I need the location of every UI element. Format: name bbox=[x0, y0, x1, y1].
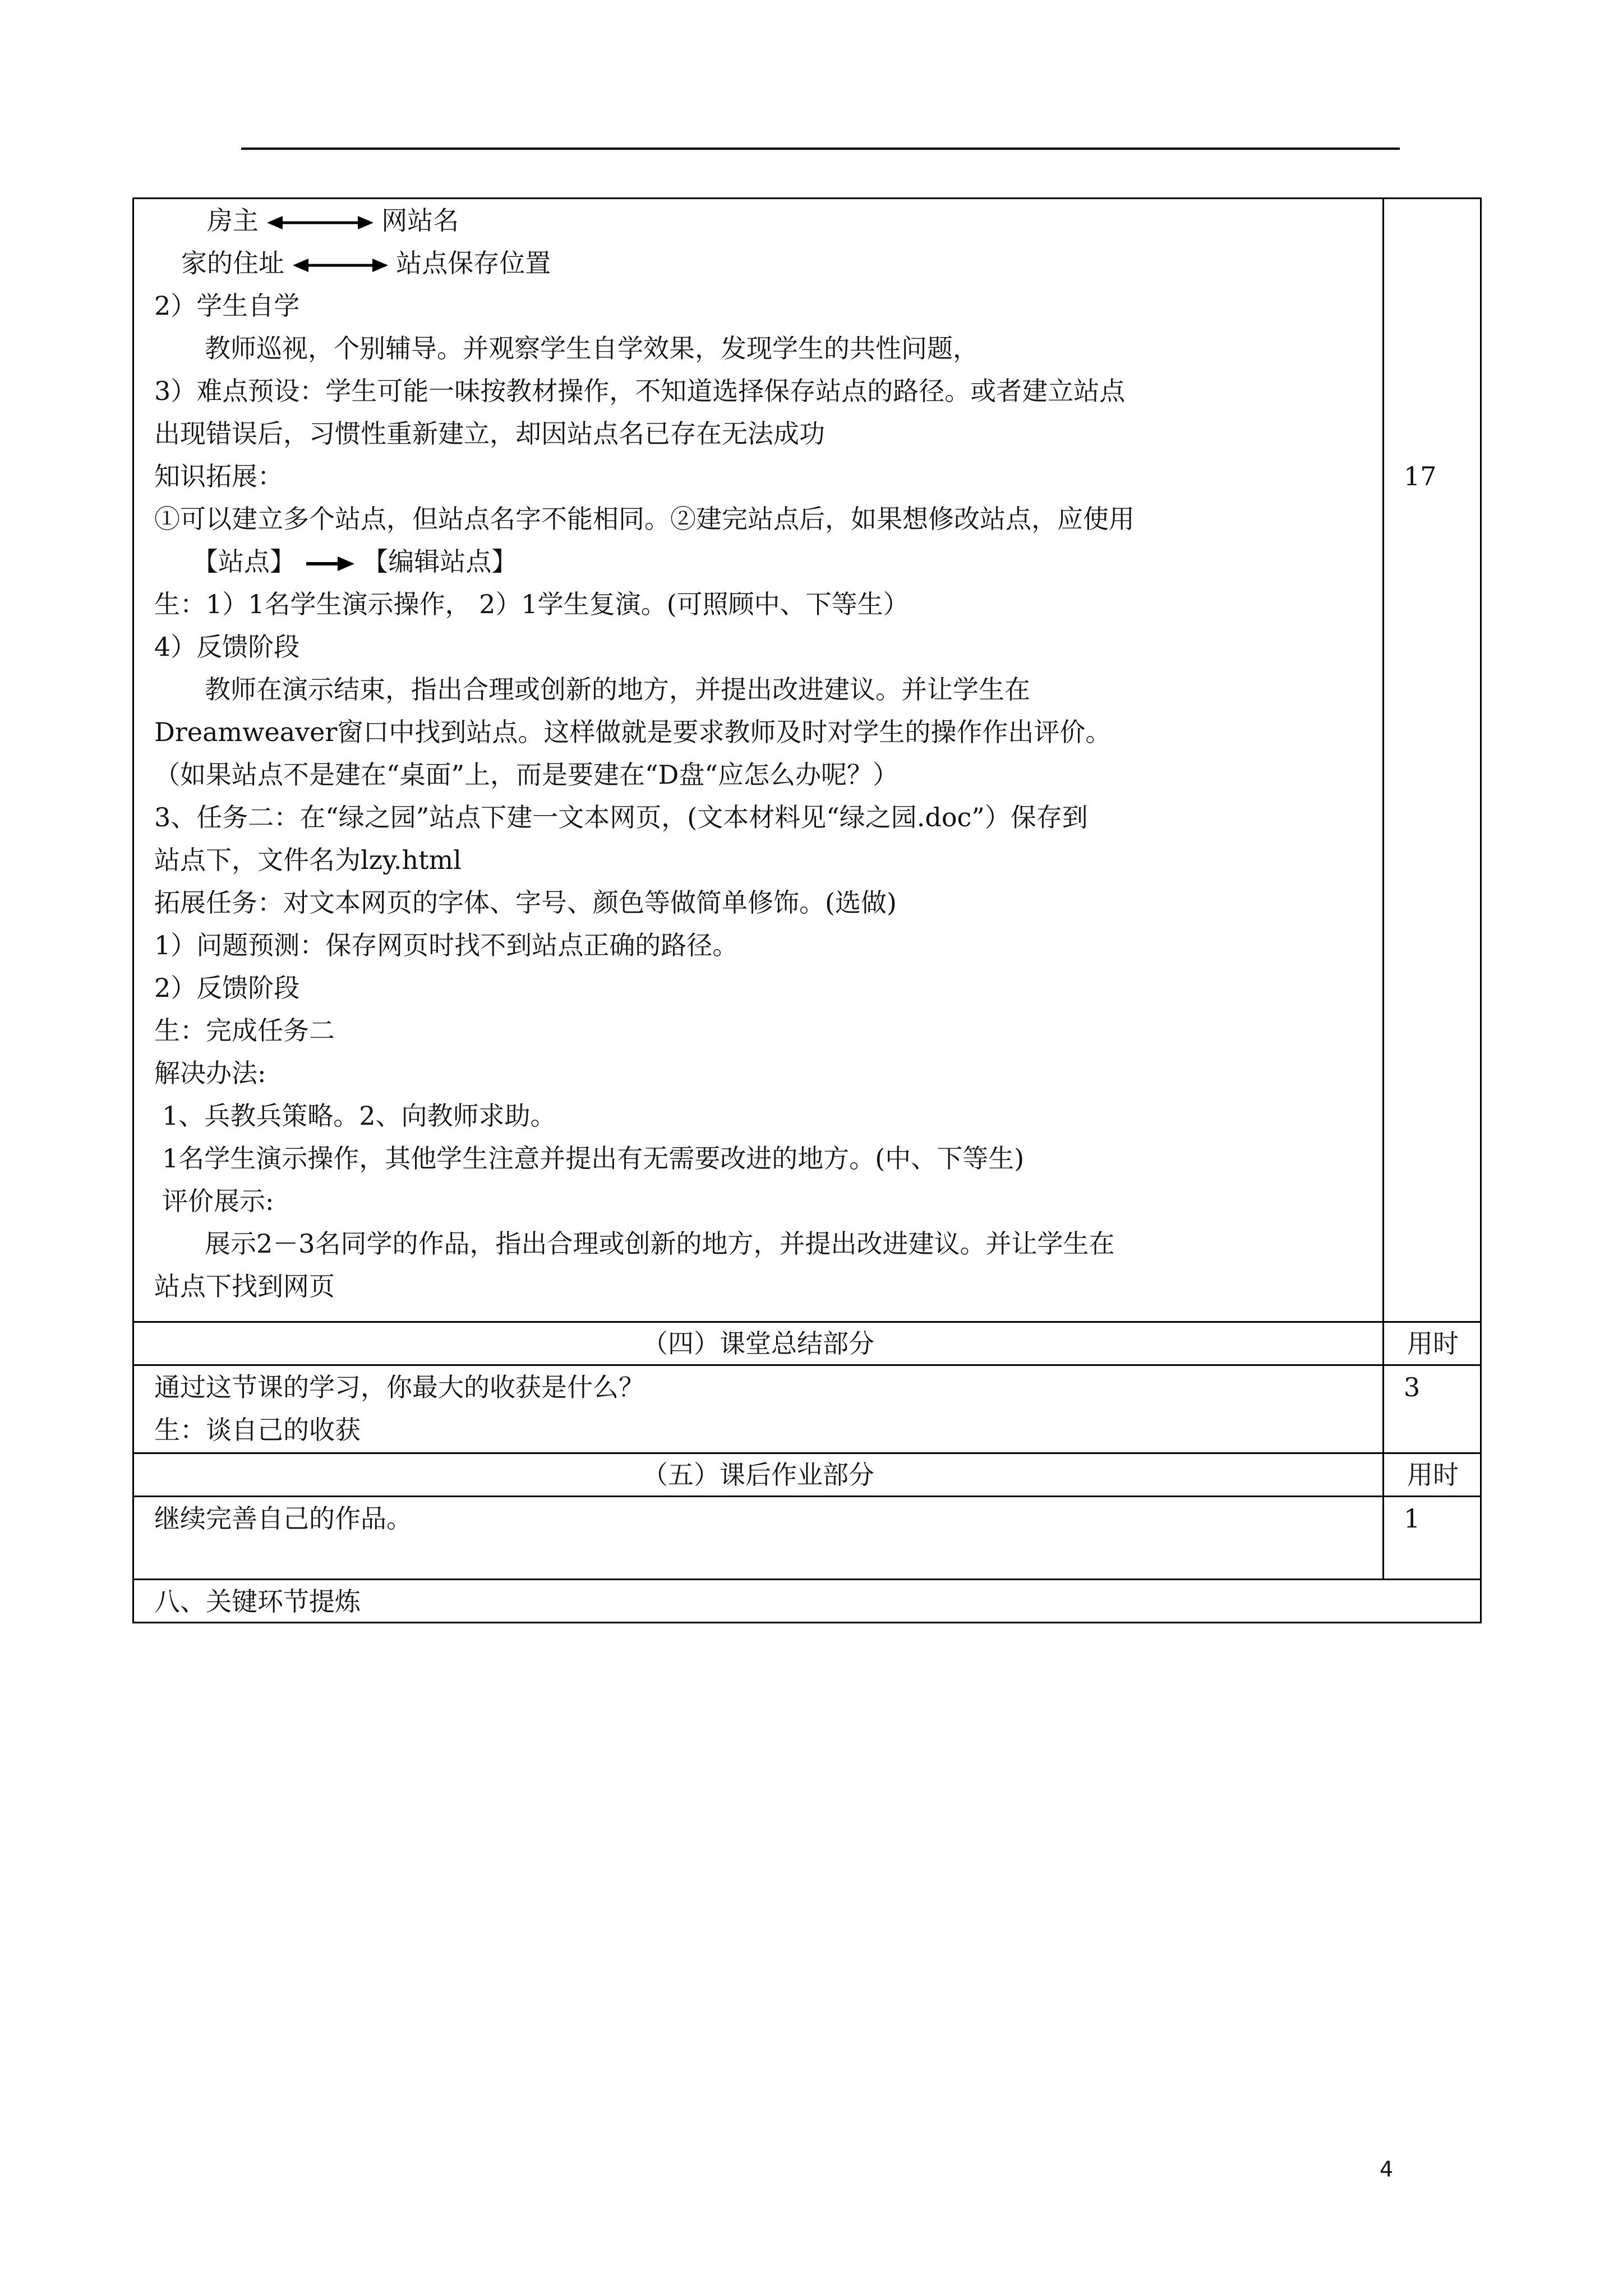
analogy-left: 家的住址 bbox=[181, 248, 284, 278]
section5-header: （五）课后作业部分 bbox=[642, 1460, 874, 1490]
menu-edit-site: 【编辑站点】 bbox=[362, 546, 518, 577]
double-arrow-icon bbox=[267, 214, 374, 231]
analogy-right: 网站名 bbox=[381, 205, 459, 236]
text-line: 生：完成任务二 bbox=[154, 1015, 335, 1046]
text-line: 站点下，文件名为lzy.html bbox=[154, 845, 462, 875]
time-column-divider bbox=[1382, 199, 1384, 1580]
analogy-right: 站点保存位置 bbox=[396, 248, 551, 278]
section8-header: 八、关键环节提炼 bbox=[154, 1586, 361, 1617]
menu-site: 【站点】 bbox=[192, 546, 296, 577]
section3-time: 17 bbox=[1404, 461, 1437, 491]
text-line: 站点下找到网页 bbox=[154, 1271, 335, 1301]
text-line: 通过这节课的学习，你最大的收获是什么？ bbox=[154, 1372, 644, 1402]
menu-path-line bbox=[192, 540, 517, 583]
section4-header: （四）课堂总结部分 bbox=[642, 1328, 874, 1359]
text-line: 出现错误后，习惯性重新建立，却因站点名已存在无法成功 bbox=[154, 418, 825, 449]
text-line: 解决办法: bbox=[154, 1058, 266, 1088]
analogy-line-2 bbox=[181, 242, 551, 284]
text-line: 3、任务二：在“绿之园”站点下建一文本网页，(文本材料见“绿之园.doc”）保存到 bbox=[154, 802, 1088, 832]
text-line: 1、兵教兵策略。2、向教师求助。 bbox=[162, 1101, 556, 1131]
lesson-plan-table bbox=[132, 197, 1482, 1623]
analogy-left: 房主 bbox=[207, 205, 259, 236]
analogy-line-1 bbox=[207, 199, 459, 242]
text-line: 教师巡视，个别辅导。并观察学生自学效果，发现学生的共性问题， bbox=[205, 333, 979, 364]
text-line: 继续完善自己的作品。 bbox=[154, 1503, 412, 1534]
section5-time: 1 bbox=[1404, 1503, 1421, 1534]
text-line: 1名学生演示操作，其他学生注意并提出有无需要改进的地方。(中、下等生) bbox=[162, 1143, 1025, 1174]
text-line: 评价展示: bbox=[162, 1186, 274, 1216]
page-number: 4 bbox=[1380, 2157, 1394, 2182]
text-line: 知识拓展： bbox=[154, 461, 283, 491]
text-line: 展示2－3名同学的作品，指出合理或创新的地方，并提出改进建议。并让学生在 bbox=[205, 1228, 1115, 1259]
arrow-right-icon bbox=[304, 555, 354, 572]
text-line: 2）学生自学 bbox=[154, 291, 300, 321]
section4-time: 3 bbox=[1404, 1372, 1421, 1402]
double-arrow-icon bbox=[293, 257, 388, 274]
text-line: 3）难点预设：学生可能一味按教材操作，不知道选择保存站点的路径。或者建立站点 bbox=[154, 376, 1126, 406]
text-line: 教师在演示结束，指出合理或创新的地方，并提出改进建议。并让学生在 bbox=[205, 674, 1030, 705]
text-line: 4）反馈阶段 bbox=[154, 632, 300, 662]
text-line: ①可以建立多个站点，但站点名字不能相同。②建完站点后，如果想修改站点，应使用 bbox=[154, 504, 1135, 534]
header-rule bbox=[241, 148, 1400, 150]
text-line: 生：谈自己的收获 bbox=[154, 1415, 361, 1445]
text-line: 2）反馈阶段 bbox=[154, 973, 300, 1003]
text-line: 拓展任务：对文本网页的字体、字号、颜色等做简单修饰。(选做) bbox=[154, 887, 897, 918]
text-line: Dreamweaver窗口中找到站点。这样做就是要求教师及时对学生的操作作出评价。 bbox=[154, 717, 1112, 747]
section5-time-header: 用时 bbox=[1407, 1460, 1459, 1490]
section4-time-header: 用时 bbox=[1407, 1328, 1459, 1359]
text-line: 生：1）1名学生演示操作， 2）1学生复演。(可照顾中、下等生） bbox=[154, 589, 909, 619]
text-line: （如果站点不是建在“桌面”上，而是要建在“D盘“应怎么办呢？） bbox=[154, 760, 898, 790]
text-line: 1）问题预测：保存网页时找不到站点正确的路径。 bbox=[154, 930, 739, 960]
